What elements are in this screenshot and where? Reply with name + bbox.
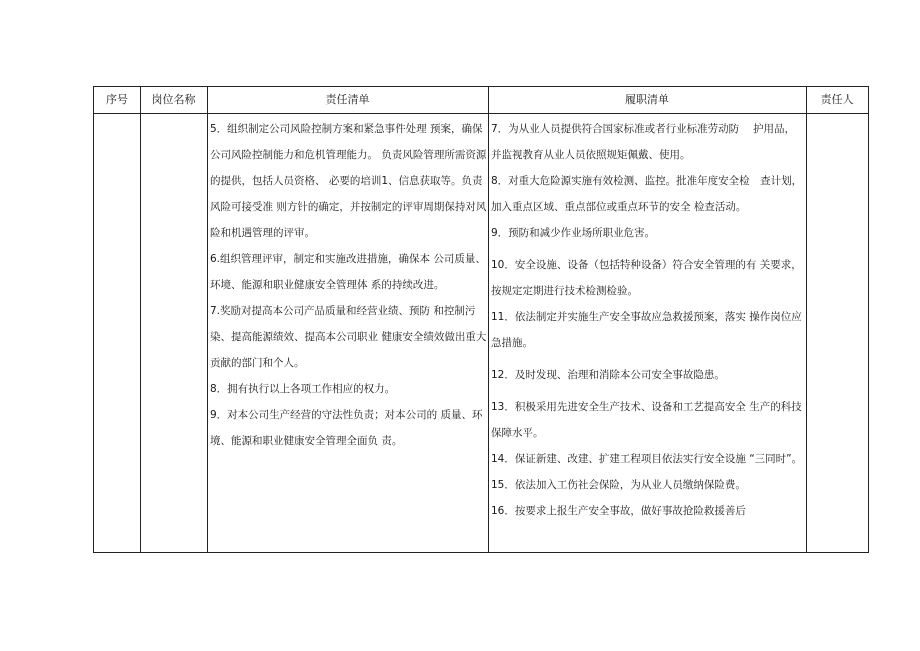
responsibility-item: 6.组织管理评审，制定和实施改进措施，确保本 公司质量、环境、能源和职业健康安全管理体 系的持续改进。 <box>210 253 486 291</box>
duty-list <box>491 116 805 524</box>
duty-item: 13．积极采用先进安全生产技术、设备和工艺提高安全 生产的科技保障水平。 <box>491 401 802 439</box>
header-person: 责任人 <box>820 93 854 106</box>
header-position: 岗位名称 <box>151 93 196 106</box>
responsibility-item: 7.奖励对提高本公司产品质量和经营业绩、预防 和控制污染、提高能源绩效、提高本公司职业 健康安全绩效做出重大贡献的部门和个人。 <box>210 305 487 369</box>
duty-item: 10．安全设施、设备（包括特种设备）符合安全管理的有 关要求，按规定定期进行技术检测检验。 <box>491 259 802 297</box>
duty-item: 7．为从业人员提供符合国家标准或者行业标准劳动防 护用品，并监视教育从业人员依照规矩佩戴、使用。 <box>491 123 796 161</box>
responsibility-item: 9．对本公司生产经营的守法性负责；对本公司的 质量、环境、能源和职业健康安全管理全面负 责。 <box>210 409 483 447</box>
duty-item: 9．预防和减少作业场所职业危害。 <box>491 227 656 239</box>
duty-item: 14．保证新建、改建、扩建工程项目依法实行安全设施 “三同时”。 <box>491 453 803 465</box>
duty-item: 15．依法加入工伤社会保险，为从业人员缴纳保险费。 <box>491 479 746 491</box>
duty-item: 16．按要求上报生产安全事故，做好事故抢险救援善后 <box>491 505 746 517</box>
column-divider <box>207 87 208 552</box>
column-divider <box>140 87 141 552</box>
column-divider <box>488 87 489 552</box>
header-divider <box>94 113 868 114</box>
header-responsibility: 责任清单 <box>325 93 370 106</box>
header-duty: 履职清单 <box>625 93 669 106</box>
responsibility-list <box>210 116 487 454</box>
header-seq: 序号 <box>106 93 128 106</box>
column-divider <box>806 87 807 552</box>
duty-item: 11．依法制定并实施生产安全事故应急救援预案，落实 操作岗位应急措施。 <box>491 311 802 349</box>
responsibility-item: 8．拥有执行以上各项工作相应的权力。 <box>210 383 396 395</box>
duty-item: 12．及时发现、治理和消除本公司安全事故隐患。 <box>491 369 725 381</box>
duty-item: 8．对重大危险源实施有效检测、监控。批准年度安全检 查计划，加入重点区域、重点部位或重点环节的安全 检查活动。 <box>491 175 803 213</box>
responsibility-item: 5．组织制定公司风险控制方案和紧急事件处理 预案，确保公司风险控制能力和危机管理能力。 负责风险管理所需资源的提供，包括人员资格、 必要的培训1、信息获取等。负责风险可接受准 则方针的确定，并按制定的评审周期保持对风 险和机遇管理的评审。 <box>210 123 487 239</box>
responsibility-table <box>93 86 869 553</box>
